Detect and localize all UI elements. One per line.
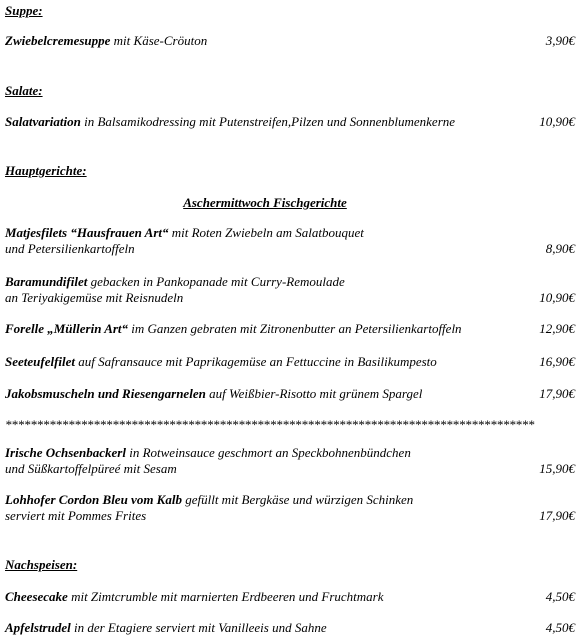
dish-price: 3,90€ (545, 33, 575, 48)
dish-description: mit Roten Zwiebeln am Salatbouquet (168, 225, 364, 240)
dish-description: auf Weißbier-Risotto mit grünem Spargel (205, 386, 423, 401)
dish-description-line2: an Teriyakigemüse mit Reisnudeln (5, 290, 184, 305)
dish-description: mit Zimtcrumble mit marnierten Erdbeeren und Fruchtmark (67, 589, 384, 604)
dish-name: Jakobsmuscheln und Riesengarnelen (5, 386, 206, 401)
dish-description: in Rotweinsauce geschmort an Speckbohnenbündchen (125, 445, 411, 460)
dish-description: gefüllt mit Bergkäse und würzigen Schinken (181, 492, 414, 507)
menu-item-seeteufelfilet (5, 354, 575, 370)
dish-price: 4,50€ (545, 620, 575, 635)
dish-name: Irische Ochsenbackerl (5, 445, 126, 460)
dish-description: in der Etagiere serviert mit Vanilleeis und Sahne (70, 620, 327, 635)
dish-description-line2: und Süßkartoffelpüreé mit Sesam (5, 461, 177, 476)
section-heading-hauptgerichte: Hauptgerichte: (5, 163, 87, 178)
subheading-fischgerichte: Aschermittwoch Fischgerichte (183, 195, 347, 210)
dish-description: im Ganzen gebraten mit Zitronenbutter an Petersilienkartoffeln (128, 321, 462, 336)
dish-price: 4,50€ (545, 589, 575, 604)
dish-description-line2: und Petersilienkartoffeln (5, 241, 135, 256)
section-heading-salate: Salate: (5, 83, 43, 98)
dish-price: 8,90€ (545, 241, 575, 256)
dish-name: Matjesfilets “Hausfrauen Art“ (5, 225, 169, 240)
dish-description: gebacken in Pankopanade mit Curry-Remoulade (87, 274, 345, 289)
section-heading-suppe: Suppe: (5, 3, 43, 18)
dish-price: 10,90€ (539, 290, 575, 305)
dish-name: Seeteufelfilet (5, 354, 76, 369)
menu-item-ochsenbackerl (5, 445, 575, 477)
dish-name: Salatvariation (5, 114, 81, 129)
dish-name: Forelle „Müllerin Art“ (5, 321, 129, 336)
separator-stars: ************************************************************************************ (5, 417, 535, 432)
menu-item-cordon-bleu (5, 492, 575, 524)
menu-item-zwiebelcremesuppe (5, 33, 575, 49)
menu-item-forelle (5, 321, 575, 337)
dish-name: Lohhofer Cordon Bleu vom Kalb (5, 492, 182, 507)
dish-description-line2: serviert mit Pommes Frites (5, 508, 147, 523)
menu-item-apfelstrudel (5, 620, 575, 636)
dish-name: Zwiebelcremesuppe (5, 33, 111, 48)
menu-item-cheesecake (5, 589, 575, 605)
dish-description: auf Safransauce mit Paprikagemüse an Fettuccine in Basilikumpesto (75, 354, 437, 369)
menu-item-matjesfilets (5, 225, 575, 257)
dish-price: 17,90€ (539, 508, 575, 523)
dish-price: 15,90€ (539, 461, 575, 476)
dish-price: 12,90€ (539, 321, 575, 336)
dish-price: 17,90€ (539, 386, 575, 401)
menu-item-salatvariation (5, 114, 575, 130)
dish-name: Apfelstrudel (5, 620, 71, 635)
menu-item-jakobsmuscheln (5, 386, 575, 402)
dish-description: mit Käse-Cröuton (110, 33, 208, 48)
dish-description: in Balsamikodressing mit Putenstreifen,Pilzen und Sonnenblumenkerne (80, 114, 456, 129)
dish-price: 16,90€ (539, 354, 575, 369)
dish-name: Cheesecake (5, 589, 68, 604)
dish-price: 10,90€ (539, 114, 575, 129)
section-heading-nachspeisen: Nachspeisen: (5, 557, 78, 572)
menu-item-baramundifilet (5, 274, 575, 306)
dish-name: Baramundifilet (5, 274, 88, 289)
